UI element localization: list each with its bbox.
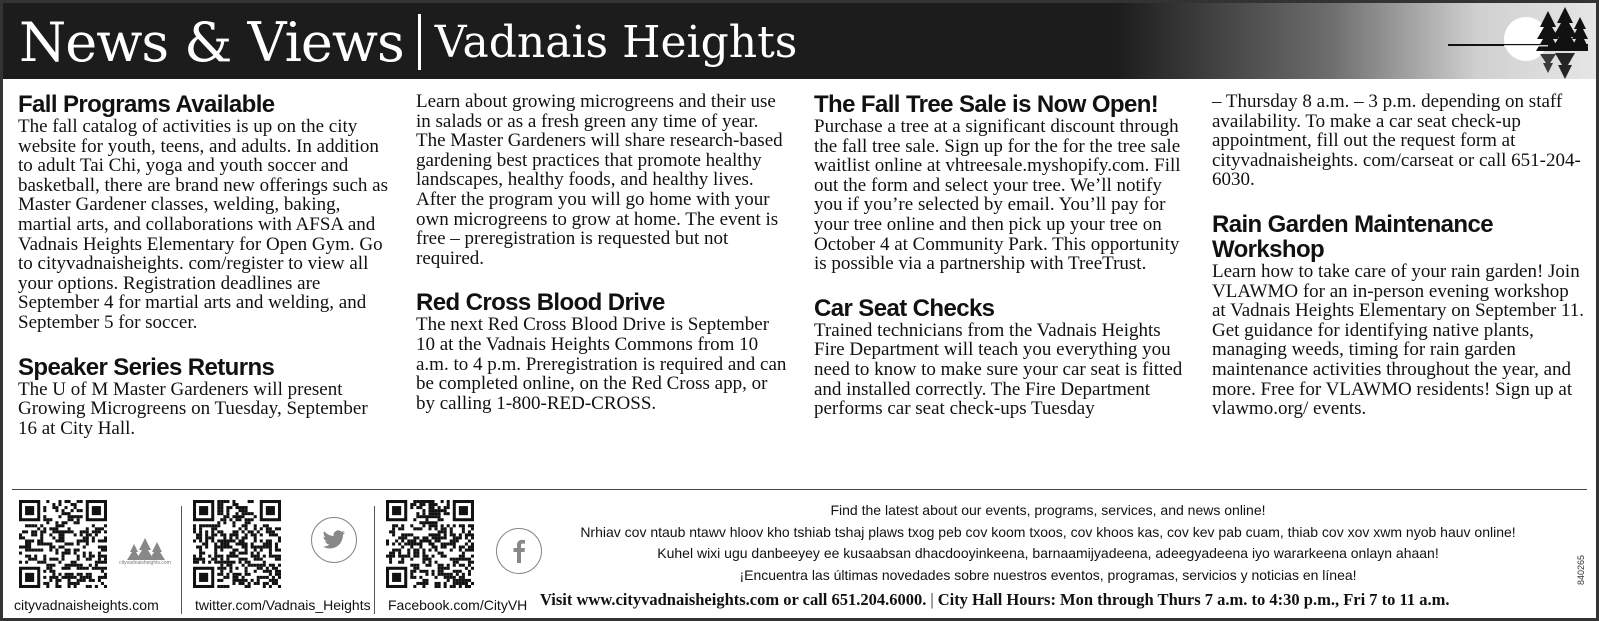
heading-blood-drive: Red Cross Blood Drive [416,289,665,317]
pine-trees-moon-icon [1448,7,1588,79]
footer-separator [374,506,375,614]
footer-visit-website[interactable]: Visit www.cityvadnaisheights.com or call 651.204.6000. [540,590,927,609]
text-fall-programs: The fall catalog of activities is up on the city website for youth, teens, and adults. In addition to adult Tai Chi, yoga and youth soccer and basketball, there are brand new offerings such as Master Gardener classes, welding, baking, martial arts, and collaborations with AFSA and Vadnais Heights Elementary for Open Gym. Go to cityvadnaisheights. com/register to view all your options. Registration deadlines are September 4 for martial arts and welding, and September 5 for soccer. [18,116,389,333]
text-tree-sale: Purchase a tree at a significant discount through the fall tree sale. Sign up for the for the tree sale waitlist online at vhtreesale.myshopify.com. Fill out the form and select your tree. We’ll notify you if you’re selected by email. You’ll pay for your tree online and then pick up your tree on October 4 at Community Park. This opportunity is possible via a partnership with TreeTrust. [814,116,1181,275]
twitter-bird-icon[interactable] [311,517,357,563]
text-speaker-series-part1: The U of M Master Gardeners will present Growing Microgreens on Tuesday, September 16 at City Hall. [18,378,368,439]
text-blood-drive: The next Red Cross Blood Drive is September 10 at the Vadnais Heights Commons from 10 a.m. to 4 p.m. Preregistration is required and can be completed online, on the Red Cross app, or by calling 1-800-RED-CROSS. [416,314,787,414]
caption-website[interactable]: cityvadnaisheights.com [14,597,159,613]
footer-line-spanish: ¡Encuentra las últimas novedades sobre nuestros eventos, programas, servicios y noticias en línea! [739,566,1357,583]
text-car-seat-part1: Trained technicians from the Vadnais Heights Fire Department will teach you everything you need to know to make sure your car seat is fitted and installed correctly. The Fire Department performs car seat check-ups Tuesday [814,319,1183,420]
footer-line-somali: Kuhel wixi ugu danbeeyey ee kusaabsan dhacdooyinkeena, barnaamijyadeena, adeegyadeena iyo wararkeena onlayn ahaan! [657,545,1439,561]
caption-facebook[interactable]: Facebook.com/CityVH [388,597,528,613]
qr-code-icon [385,500,475,588]
masthead-city: Vadnais Heights [434,16,798,68]
column-4 [1212,92,1584,441]
footer-pipe: | [930,590,934,609]
caption-twitter[interactable]: twitter.com/Vadnais_Heights [195,597,371,613]
heading-fall-programs: Fall Programs Available [18,91,275,118]
footer-multilingual [530,500,1566,586]
text-rain-garden: Learn how to take care of your rain garden! Join VLAWMO for an in-person evening workshop at Vadnais Heights Elementary on September 11. Get guidance for identifying native plants, managing weeds, timing for rain garden maintenance activities throughout the year, and more. Free for VLAWMO residents! Sign up at vlawmo.org/ events. [1212,260,1584,420]
masthead-divider [418,14,421,70]
heading-speaker-series: Speaker Series Returns [18,353,275,381]
column-2 [416,92,788,435]
qr-code-website[interactable] [18,500,108,593]
qr-code-facebook[interactable] [385,500,475,593]
qr-code-twitter[interactable] [192,500,282,593]
masthead-title [19,7,797,77]
heading-tree-sale: The Fall Tree Sale is Now Open! [814,91,1159,118]
ad-code: 840265 [1576,554,1586,585]
text-speaker-series-part2: Learn about growing microgreens and their use in salads or as a fresh green any time of year. The Master Gardeners will share research-based gardening best practices that promote healthy landscapes, healthy foods, and healthy lives. After the program you will go home with your own microgreens to grow at home. The event is free – preregistration is requested but not required. [416,91,783,269]
qr-code-icon [18,500,108,588]
qr-code-icon [192,500,282,588]
masthead-news-views: News & Views [19,10,404,74]
footer-line-hmong: Nrhiav cov ntaub ntawv hloov kho tshiab tshaj plaws txog peb cov koom txoos, cov khoos kas, cov kev pab cuam, thiab cov xov xwm nyob hauv online! [580,523,1516,540]
svg-text:cityvadnaisheights.com: cityvadnaisheights.com [119,560,171,566]
masthead-banner [3,3,1596,79]
footer-divider [12,489,1587,490]
heading-rain-garden: Rain Garden Maintenance Workshop [1212,210,1493,263]
text-car-seat-part2: – Thursday 8 a.m. – 3 p.m. depending on staff availability. To make a car seat check-up appointment, fill out the request form at cityvadnaisheights. com/carseat or call 651-204-6030. [1212,91,1581,191]
logo-small-text [117,553,173,567]
footer-line-english: Find the latest about our events, programs, services, and news online! [830,502,1266,518]
article-columns [18,92,1583,482]
footer-contact [540,590,1570,610]
column-1 [18,92,390,460]
footer-hours: City Hall Hours: Mon through Thurs 7 a.m. to 4:30 p.m., Fri 7 to 11 a.m. [937,590,1450,609]
heading-car-seat: Car Seat Checks [814,294,995,322]
footer-separator [181,506,182,614]
column-3 [814,92,1186,441]
